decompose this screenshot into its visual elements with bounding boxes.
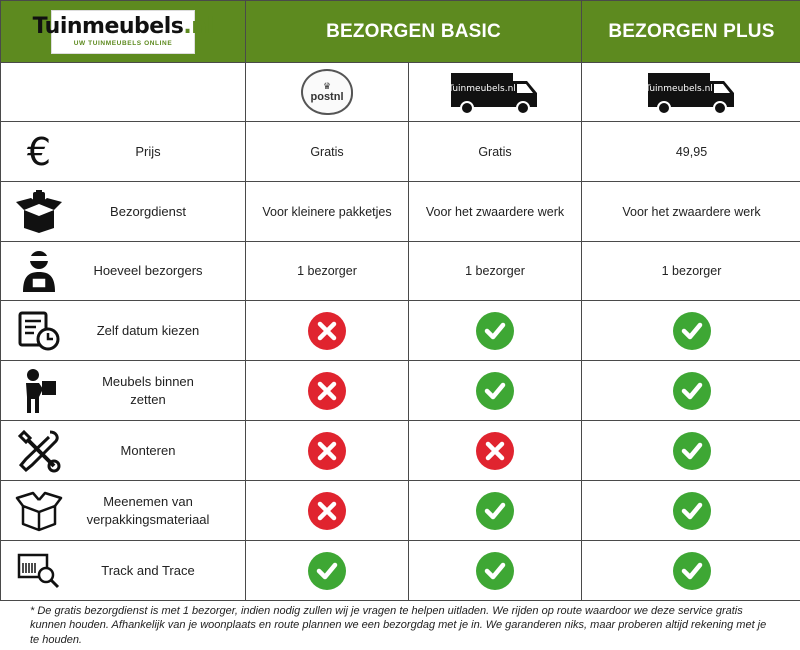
value-cell: 1 bezorger xyxy=(246,242,409,301)
tuinmeubels-logo[interactable]: Tuinmeubels.nl UW TUINMEUBELS ONLINE xyxy=(51,10,195,54)
check-cell xyxy=(582,301,800,361)
check-icon xyxy=(673,492,711,530)
check-cell xyxy=(246,541,409,600)
check-cell xyxy=(582,361,800,421)
cross-icon xyxy=(308,312,346,350)
feature-label: Zelf datum kiezen xyxy=(96,322,200,338)
header-bezorgen-basic: BEZORGEN BASIC xyxy=(246,1,582,63)
feature-label: Bezorgdienst xyxy=(110,203,186,219)
track-trace-icon xyxy=(13,547,65,595)
check-cell xyxy=(409,541,582,600)
value-cell: Voor het zwaardere werk xyxy=(582,182,800,242)
value-cell: Voor kleinere pakketjes xyxy=(246,182,409,242)
cross-cell xyxy=(246,301,409,361)
check-cell xyxy=(582,481,800,541)
tools-icon xyxy=(13,427,65,475)
check-icon xyxy=(673,432,711,470)
postnl-logo-icon: ♛ postnl xyxy=(301,69,353,115)
feature-monteren xyxy=(1,421,246,481)
feature-meubels-binnen-zetten xyxy=(1,361,246,421)
cross-cell xyxy=(246,361,409,421)
check-icon xyxy=(673,312,711,350)
check-cell xyxy=(409,301,582,361)
value-cell: 49,95 xyxy=(582,122,800,182)
feature-prijs xyxy=(1,122,246,182)
van-label-text: Tuinmeubels.nl xyxy=(448,84,516,94)
feature-label: Prijs xyxy=(135,143,161,159)
value-cell: 1 bezorger xyxy=(409,242,582,301)
footnote: * De gratis bezorgdienst is met 1 bezorger, indien nodig zullen wij je vragen te helpen uitladen. We rijden op route waardoor we deze service gratis kunnen houden. Afhankelijk van je woonplaats en route plannen we een bezorgdag met je in. We garanderen niks, maar proberen altijd rekening met je te houden. xyxy=(30,605,767,646)
value-cell: Gratis xyxy=(246,122,409,182)
logo-cell xyxy=(1,1,246,63)
calendar-clock-icon xyxy=(13,307,65,355)
feature-bezorgdienst xyxy=(1,182,246,242)
feature-label: Meubels binnen zetten xyxy=(102,373,194,407)
euro-icon xyxy=(13,128,65,176)
carrier-empty-cell xyxy=(1,63,246,122)
feature-label: Meenemen van verpakkingsmateriaal xyxy=(86,493,210,527)
feature-hoeveel-bezorgers xyxy=(1,242,246,301)
check-cell xyxy=(409,361,582,421)
delivery-van-icon xyxy=(644,69,740,115)
cross-icon xyxy=(308,432,346,470)
carrier-postnl xyxy=(246,63,409,122)
cross-cell xyxy=(246,481,409,541)
check-icon xyxy=(476,492,514,530)
open-box-icon xyxy=(13,188,65,236)
check-cell xyxy=(582,421,800,481)
carrying-box-icon xyxy=(13,367,65,415)
value-cell: 1 bezorger xyxy=(582,242,800,301)
feature-label: Monteren xyxy=(120,442,176,458)
feature-label: Hoeveel bezorgers xyxy=(93,263,203,279)
cross-icon xyxy=(308,372,346,410)
delivery-person-icon xyxy=(13,247,65,295)
check-icon xyxy=(673,372,711,410)
check-icon xyxy=(476,312,514,350)
carrier-van-plus xyxy=(582,63,800,122)
check-cell xyxy=(582,541,800,600)
van-label-text: Tuinmeubels.nl xyxy=(644,84,713,94)
check-icon xyxy=(476,552,514,590)
feature-zelf-datum-kiezen xyxy=(1,301,246,361)
cross-icon xyxy=(308,492,346,530)
feature-meenemen-verpakking xyxy=(1,481,246,541)
svg-text:€: € xyxy=(26,131,52,172)
value-cell: Voor het zwaardere werk xyxy=(409,182,582,242)
check-cell xyxy=(409,481,582,541)
feature-track-and-trace xyxy=(1,541,246,600)
header-bezorgen-plus: BEZORGEN PLUS xyxy=(582,1,800,63)
carrier-van-basic xyxy=(409,63,582,122)
delivery-van-icon xyxy=(447,69,543,115)
value-cell: Gratis xyxy=(409,122,582,182)
cross-icon xyxy=(476,432,514,470)
check-icon xyxy=(476,372,514,410)
cross-cell xyxy=(409,421,582,481)
check-icon xyxy=(308,552,346,590)
cross-cell xyxy=(246,421,409,481)
check-icon xyxy=(673,552,711,590)
feature-label: Track and Trace xyxy=(101,562,195,578)
packaging-box-icon xyxy=(13,487,65,535)
